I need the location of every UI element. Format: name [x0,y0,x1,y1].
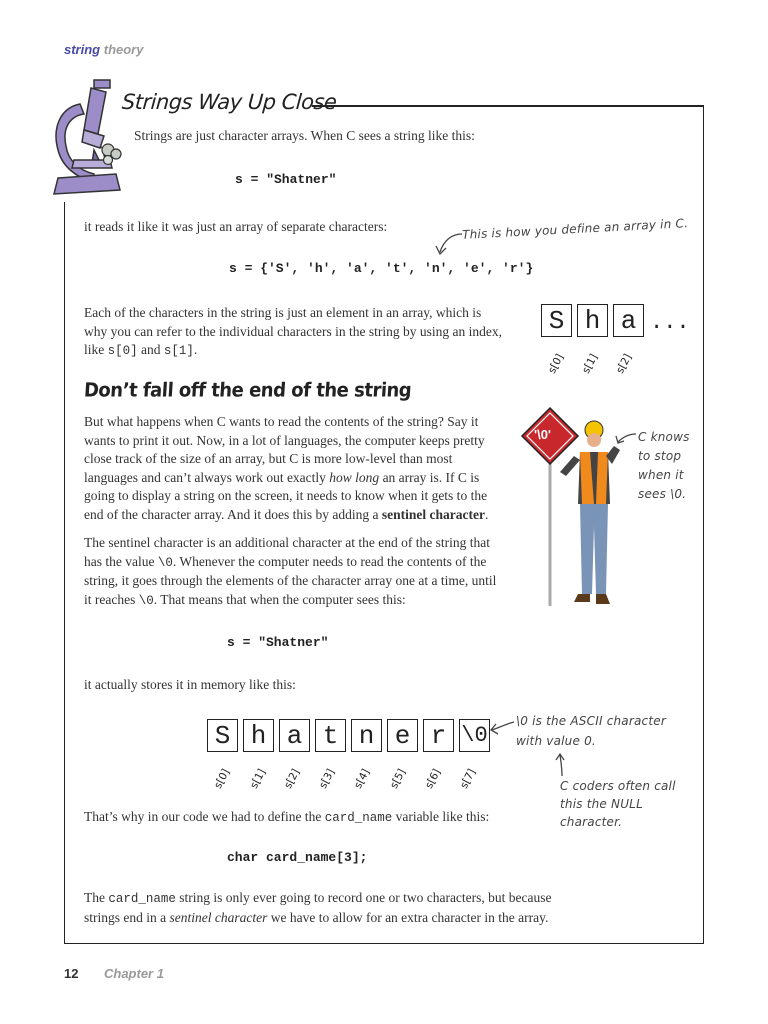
note-stop: C knows to stop when it sees \0. [638,430,690,501]
index-label: s[0] [212,767,233,791]
chapter-label: Chapter 1 [104,966,164,981]
char-box: S [541,304,572,337]
index-label: s[2] [614,352,635,376]
index-label: s[5] [388,767,409,791]
section-header [64,42,143,57]
index-label: s[7] [458,767,479,791]
title-rule [312,105,704,107]
char-box: S [207,719,238,752]
char-box: a [613,304,644,337]
microscope-icon [50,74,130,202]
page-number: 12 [64,966,79,981]
inline-code-s1: s[1] [163,344,194,358]
index-label: s[4] [352,767,373,791]
page-title: Strings Way Up Close [121,90,338,114]
intro-text: Strings are just character arrays. When C sees a string like this: [134,128,475,143]
arrow-icon [554,752,568,778]
char-box: a [279,719,310,752]
note-array-definition: This is how you define an array in C. [461,216,689,242]
para-what-happens: But what happens when C wants to read the contents of the string? Say it wants to print it out. Now, in a lot of languages, the computer keeps pretty close track of the size of an array, but C is more low-level than most languages and can’t always work out exactly how long an array is. If C is going to display a string on the screen, it needs to know when it gets to the end of the character array. And it does this by adding a sentinel character. [84,414,489,522]
code-string-literal-2: s = "Shatner" [227,635,329,650]
char-box-null: \0 [459,719,490,752]
note-null: C coders often call this the NULL character. [560,779,676,829]
char-box: n [351,719,382,752]
para-last: The card_name string is only ever going to record one or two characters, but because strings end in a sentinel character we have to allow for an extra character in the array. [84,890,552,925]
stores-like-text: it actually stores it in memory like this: [84,677,296,692]
stop-sign-worker-illustration [516,406,626,620]
memory-char-boxes [207,719,495,752]
index-label: s[0] [546,352,567,376]
index-label: s[6] [423,767,444,791]
para-each-character: Each of the characters in the string is just an element in an array, which is why you can refer to the individual characters in the string by using an index, like s[0] and s[1]. [84,305,503,358]
ellipsis: ... [650,310,690,335]
char-box: h [243,719,274,752]
index-label: s[3] [317,767,338,791]
char-box: h [577,304,608,337]
code-char-array: s = {'S', 'h', 'a', 't', 'n', 'e', 'r'} [229,261,534,276]
arrow-icon [614,428,640,448]
index-label: s[1] [248,767,269,791]
code-string-literal: s = "Shatner" [235,172,337,187]
para-why: That’s why in our code we had to define the card_name variable like this: [84,809,490,825]
note-ascii: \0 is the ASCII character with value 0. [516,714,666,748]
char-box: e [387,719,418,752]
sign-text: '\0' [534,427,552,442]
section-header-bold: string [64,42,101,57]
char-box: t [315,719,346,752]
arrow-icon [488,716,516,738]
char-box: r [423,719,454,752]
code-card-name: char card_name[3]; [227,850,368,865]
section-heading: Don’t fall off the end of the string [83,379,412,402]
small-char-boxes [541,304,649,337]
inline-code-s0: s[0] [107,344,138,358]
reads-like-text: it reads it like it was just an array of separate characters: [84,219,388,234]
para-sentinel: The sentinel character is an additional character at the end of the string that has the value \0. Whenever the computer needs to read the contents of the string, it goes through the elements of the character array one at a time, until it reaches \0. That means that when the computer sees this: [84,535,497,608]
section-header-rest: theory [100,42,144,57]
index-label: s[1] [580,352,601,376]
index-label: s[2] [282,767,303,791]
